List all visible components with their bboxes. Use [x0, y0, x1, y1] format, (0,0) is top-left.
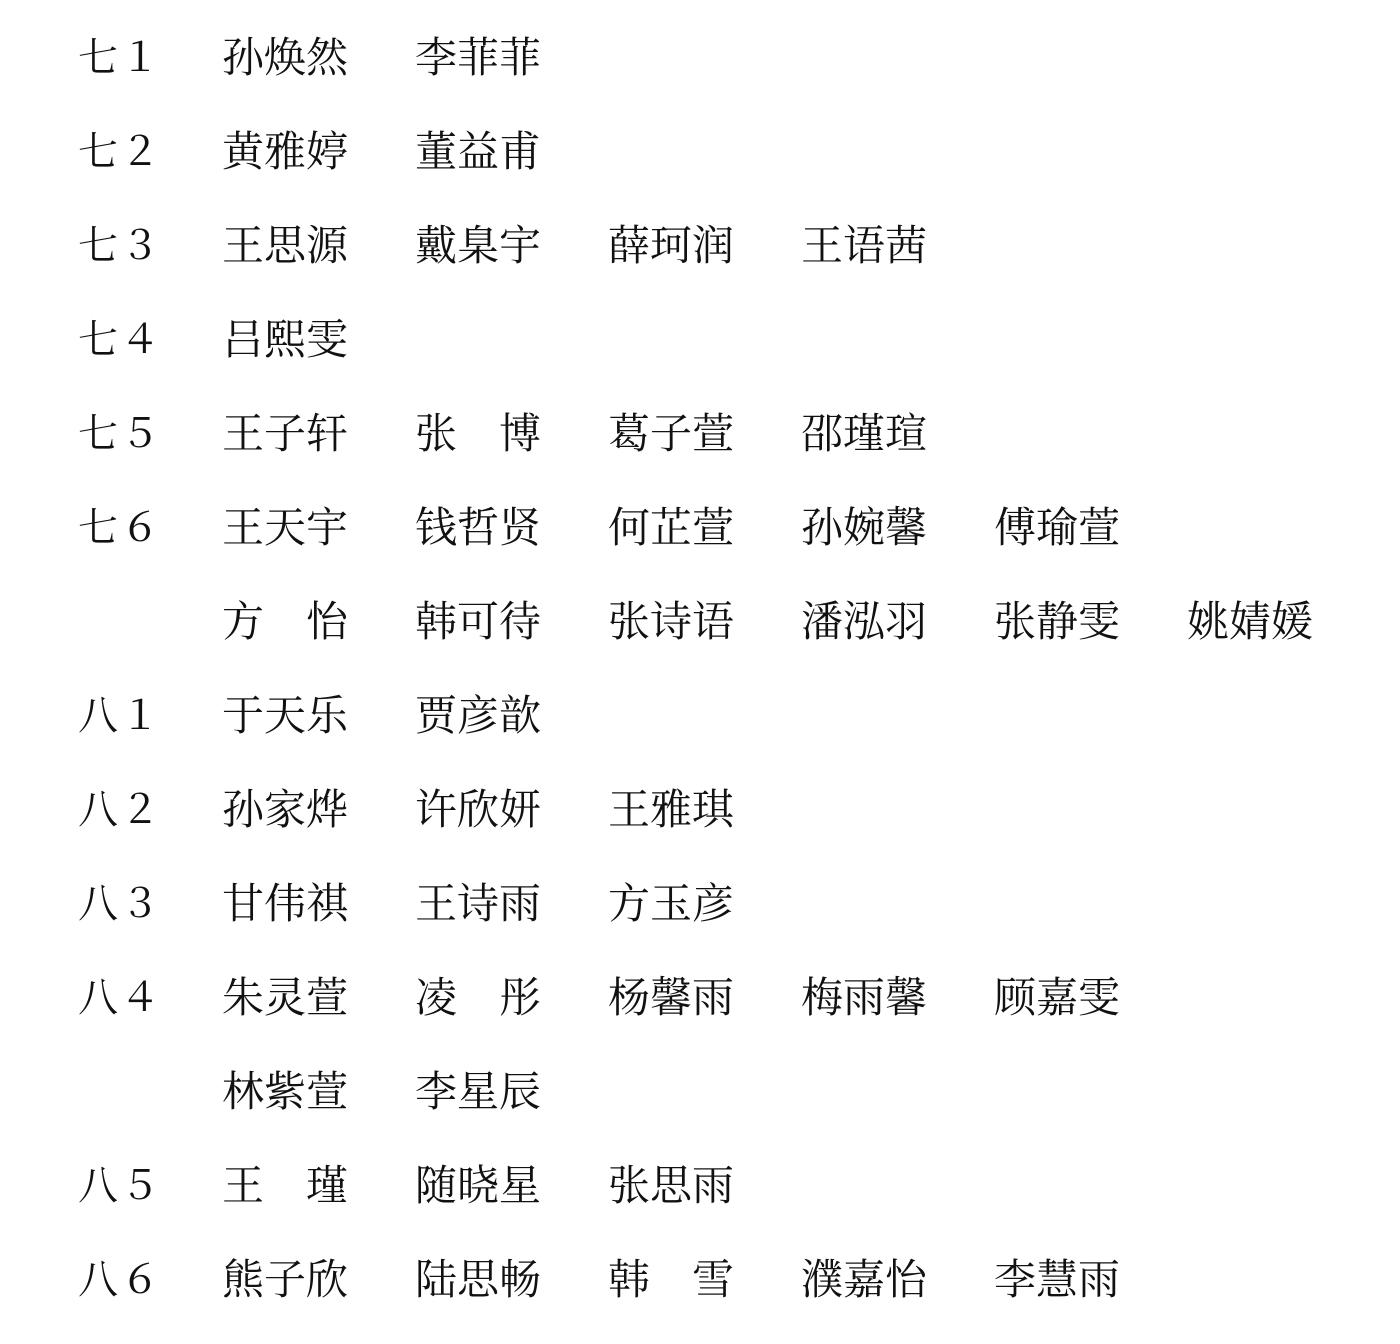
student-name: 李星辰: [415, 1067, 542, 1116]
class-label: 七４: [78, 317, 162, 363]
student-name: 张静雯: [994, 597, 1121, 646]
student-name: 王天宇: [222, 503, 349, 552]
student-name: 孙焕然: [222, 33, 349, 82]
roster-row: [0, 780, 1400, 840]
roster-row: [0, 592, 1400, 652]
student-name: 梅雨馨: [801, 973, 928, 1022]
student-names: [222, 1156, 1392, 1216]
student-names: [222, 404, 1392, 464]
roster-row: [0, 216, 1400, 276]
class-label: 七１: [78, 35, 162, 81]
student-name: 甘伟祺: [222, 879, 349, 928]
roster-row: [0, 686, 1400, 746]
student-name: 张诗语: [608, 597, 735, 646]
student-name: 王子轩: [222, 409, 349, 458]
student-names: [222, 28, 1392, 88]
student-names: [222, 874, 1392, 934]
student-name: 戴臬宇: [415, 221, 542, 270]
student-name: 孙婉馨: [801, 503, 928, 552]
student-names: [222, 592, 1392, 652]
roster-row: [0, 1156, 1400, 1216]
student-name: 杨馨雨: [608, 973, 735, 1022]
student-name: 张思雨: [608, 1161, 735, 1210]
student-name: 陆思畅: [415, 1255, 542, 1304]
student-name: 王思源: [222, 221, 349, 270]
class-label: 八２: [78, 787, 162, 833]
student-name: 朱灵萱: [222, 973, 349, 1022]
class-label: 七６: [78, 505, 162, 551]
student-name: 董益甫: [415, 127, 542, 176]
roster-row: [0, 498, 1400, 558]
student-name: 邵瑾瑄: [801, 409, 928, 458]
class-label: 七３: [78, 223, 162, 269]
student-name: 潘泓羽: [801, 597, 928, 646]
student-name: 薛珂润: [608, 221, 735, 270]
student-names: [222, 780, 1392, 840]
student-name: 许欣妍: [415, 785, 542, 834]
student-name: 李慧雨: [994, 1255, 1121, 1304]
student-name: 吕熙雯: [222, 315, 349, 364]
student-names: [222, 498, 1392, 558]
class-label: [78, 592, 178, 652]
class-label: 八６: [78, 1257, 162, 1303]
student-name: 凌 彤: [415, 973, 542, 1022]
class-label: 八１: [78, 693, 162, 739]
student-name: 林紫萱: [222, 1067, 349, 1116]
class-label: 八３: [78, 881, 162, 927]
student-name: 王 瑾: [222, 1161, 349, 1210]
student-name: 葛子萱: [608, 409, 735, 458]
roster-row: [0, 1062, 1400, 1122]
roster-row: [0, 1250, 1400, 1310]
roster-row: [0, 28, 1400, 88]
student-name: 姚婧媛: [1187, 597, 1314, 646]
class-label: 八４: [78, 975, 162, 1021]
student-name: 何芷萱: [608, 503, 735, 552]
student-name: 濮嘉怡: [801, 1255, 928, 1304]
student-name: 贾彦歆: [415, 691, 542, 740]
class-label: 七２: [78, 129, 162, 175]
student-name: 韩可待: [415, 597, 542, 646]
student-names: [222, 216, 1392, 276]
student-names: [222, 1250, 1392, 1310]
student-name: 傅瑜萱: [994, 503, 1121, 552]
student-name: 于天乐: [222, 691, 349, 740]
student-name: 韩 雪: [608, 1255, 735, 1304]
student-names: [222, 686, 1392, 746]
student-name: 张 博: [415, 409, 542, 458]
student-name: 方 怡: [222, 597, 349, 646]
student-name: 钱哲贤: [415, 503, 542, 552]
student-names: [222, 122, 1392, 182]
student-name: 熊子欣: [222, 1255, 349, 1304]
roster-row: [0, 310, 1400, 370]
student-name: 孙家烨: [222, 785, 349, 834]
roster-row: [0, 968, 1400, 1028]
roster-row: [0, 874, 1400, 934]
roster-row: [0, 122, 1400, 182]
student-name: 王诗雨: [415, 879, 542, 928]
class-label: 七５: [78, 411, 162, 457]
student-names: [222, 968, 1392, 1028]
student-name: 顾嘉雯: [994, 973, 1121, 1022]
roster-row: [0, 404, 1400, 464]
student-names: [222, 1062, 1392, 1122]
class-label: [78, 1062, 178, 1122]
student-name: 黄雅婷: [222, 127, 349, 176]
student-names: [222, 310, 1392, 370]
student-name: 随晓星: [415, 1161, 542, 1210]
student-name: 王语茜: [801, 221, 928, 270]
student-name: 方玉彦: [608, 879, 735, 928]
class-label: 八５: [78, 1163, 162, 1209]
student-name: 王雅琪: [608, 785, 735, 834]
student-name: 李菲菲: [415, 33, 542, 82]
